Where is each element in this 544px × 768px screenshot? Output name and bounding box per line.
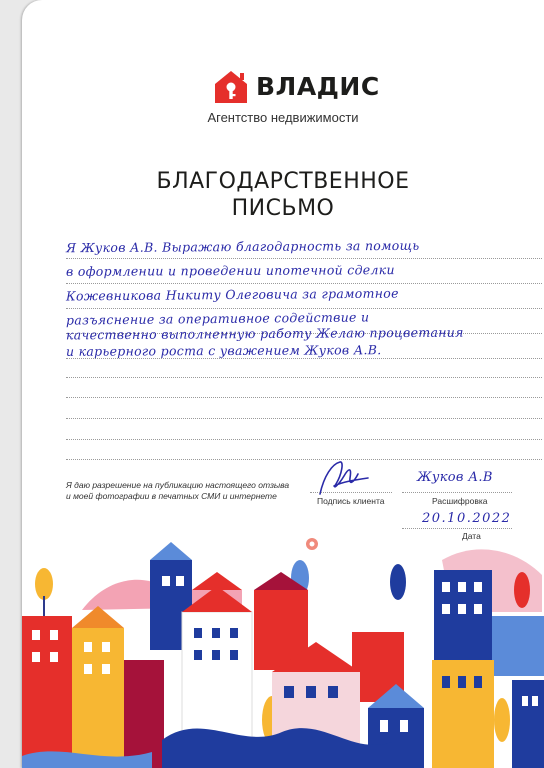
handwritten-line: и карьерного роста с уважением Жуков А.В. [65,342,382,359]
ruled-line [66,459,542,460]
name-label: Расшифровка [432,496,488,506]
page-title-line-2: ПИСЬМО [231,196,335,221]
name-line [402,492,512,493]
publication-consent [66,480,289,502]
ruled-line [66,418,542,419]
brand-name: ВЛАДИС [256,72,380,101]
page-title-line-1: БЛАГОДАРСТВЕННОЕ [156,169,410,194]
ruled-line [66,308,542,309]
ruled-line [66,283,542,284]
signature-line [310,492,392,493]
date-value: 20.10.2022 [422,511,512,526]
ruled-line [66,258,542,259]
handwritten-line: в оформлении и проведении ипотечной сделки [65,262,395,279]
consent-line-1: Я даю разрешение на публикацию настоящего отзыва [66,480,290,490]
handwritten-line: Кожевникова Никиту Олеговича за грамотное [65,285,399,304]
signature-label: Подпись клиента [317,496,385,506]
name-value: Жуков А.В [417,470,493,485]
handwritten-line: качественно выполненную работу Желаю процветания [65,324,464,343]
house-key-logo-icon [214,70,248,104]
handwritten-line: Я Жуков А.В. Выражаю благодарность за помощь [65,237,420,256]
letter-sheet [22,0,544,768]
ruled-line [66,439,542,440]
brand-logo [214,70,394,110]
handwritten-line: разъяснение за оперативное содействие и [65,309,370,328]
date-label: Дата [462,531,481,541]
consent-line-2: и моей фотографии в печатных СМИ и интернете [66,491,277,501]
city-illustration [22,520,544,768]
ruled-line [66,377,542,378]
ruled-line [66,397,542,398]
brand-tagline: Агентство недвижимости [207,110,359,125]
